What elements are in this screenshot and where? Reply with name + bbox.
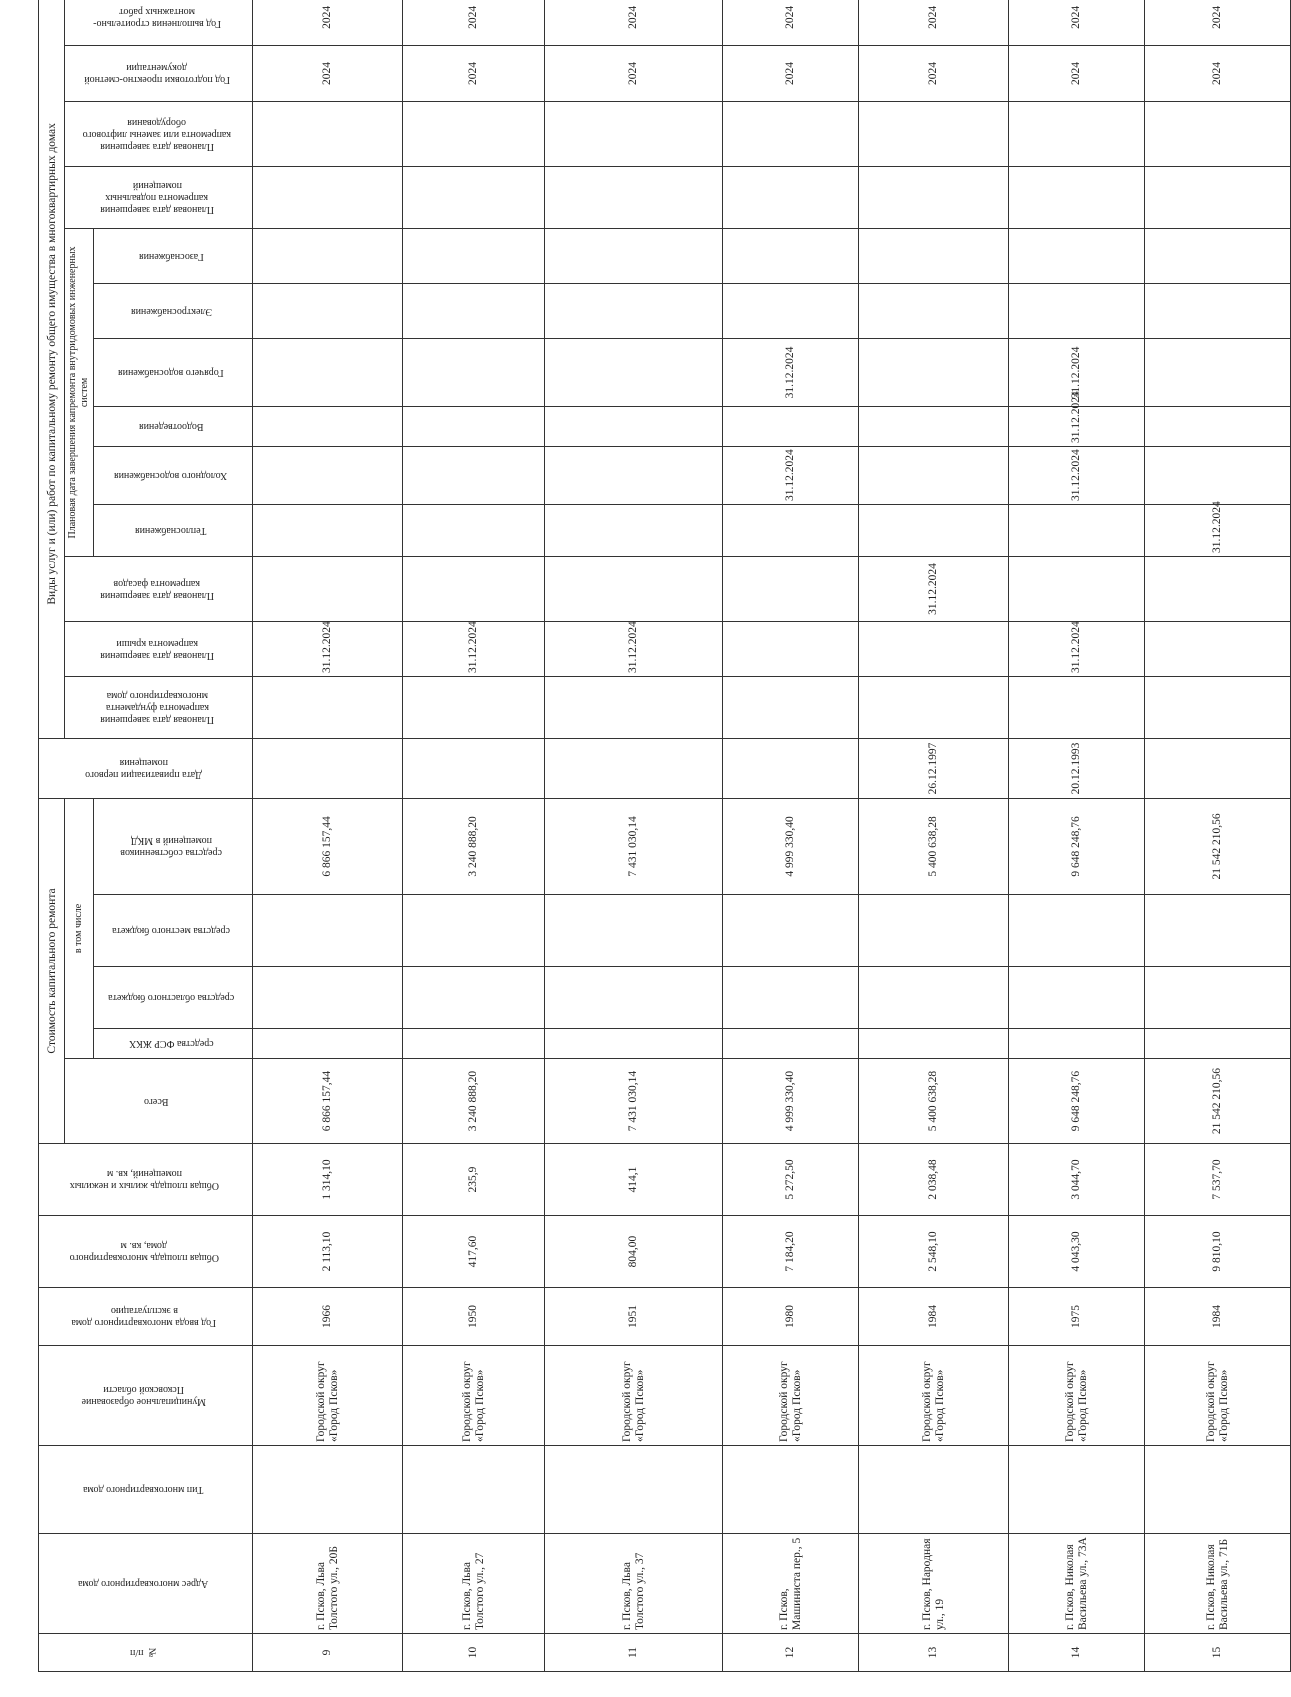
cell-local [545, 895, 723, 967]
cell-sewer [403, 406, 545, 446]
header-works-group: Виды услуг и (или) работ по капитальному ремонту общего имущества в многоквартирных домах [39, 0, 65, 738]
cell-living-area: 414,1 [545, 1144, 723, 1216]
cell-cold-water: 31.12.2024 [1009, 446, 1145, 504]
table-body [253, 0, 1291, 1672]
header-incl-group: в том числе [65, 798, 94, 1058]
cell-basement [403, 166, 545, 228]
header-privatization: Дата приватизации первого помещения [39, 738, 253, 798]
cell-municipality: Городской округ «Город Псков» [1009, 1346, 1145, 1446]
header-facade: Плановая дата завершения капремонта фасадов [65, 556, 253, 621]
cell-year-docs: 2024 [1145, 45, 1291, 101]
cell-municipality: Городской округ «Город Псков» [545, 1346, 723, 1446]
cell-local [253, 895, 403, 967]
cell-regional [1145, 967, 1291, 1029]
cell-year-built: 1950 [403, 1288, 545, 1346]
cell-total-area: 9 810,10 [1145, 1216, 1291, 1288]
cell-address: г. Псков, Народная ул., 19 [859, 1534, 1009, 1634]
cell-type [253, 1446, 403, 1534]
cell-roof [859, 621, 1009, 676]
cell-gas [403, 228, 545, 283]
cell-cold-water [545, 446, 723, 504]
cell-basement [1009, 166, 1145, 228]
cell-facade: 31.12.2024 [859, 556, 1009, 621]
header-hot-water: Горячего водоснабжения [94, 338, 253, 406]
cell-num: 15 [1145, 1634, 1291, 1672]
cell-fund [859, 1029, 1009, 1059]
cell-roof: 31.12.2024 [1009, 621, 1145, 676]
cell-privatization [723, 738, 859, 798]
header-heat: Теплоснабжения [94, 504, 253, 556]
cell-fund [1145, 1029, 1291, 1059]
cell-roof [723, 621, 859, 676]
cell-foundation [253, 676, 403, 738]
cell-heat [403, 504, 545, 556]
header-type: Тип многоквартирного дома [39, 1446, 253, 1534]
cell-total-area: 804,00 [545, 1216, 723, 1288]
cell-heat [253, 504, 403, 556]
cell-living-area: 5 272,50 [723, 1144, 859, 1216]
cell-year-docs: 2024 [1009, 45, 1145, 101]
document-page [20, 0, 1230, 1697]
cell-owners: 9 648 248,76 [1009, 798, 1145, 894]
cell-elevator [545, 101, 723, 166]
cell-fund [723, 1029, 859, 1059]
cell-basement [545, 166, 723, 228]
cell-local [403, 895, 545, 967]
cell-elevator [1009, 101, 1145, 166]
cell-sewer [723, 406, 859, 446]
header-municipality: Муниципальное образование Псковской области [39, 1346, 253, 1446]
cell-regional [1009, 967, 1145, 1029]
cell-gas [859, 228, 1009, 283]
cell-gas [1145, 228, 1291, 283]
cell-local [1145, 895, 1291, 967]
cell-year-built: 1975 [1009, 1288, 1145, 1346]
cell-facade [1145, 556, 1291, 621]
header-sewer: Водоотведения [94, 406, 253, 446]
cell-year-works: 2024 [1009, 0, 1145, 45]
header-num: № п/п [39, 1634, 253, 1672]
cell-type [1009, 1446, 1145, 1534]
cell-roof: 31.12.2024 [403, 621, 545, 676]
cell-local [1009, 895, 1145, 967]
cell-privatization [545, 738, 723, 798]
header-electric: Электроснабжения [94, 283, 253, 338]
cell-privatization [253, 738, 403, 798]
cell-elevator [253, 101, 403, 166]
cell-hot-water [403, 338, 545, 406]
cell-address: г. Псков, Льва Толстого ул., 37 [545, 1534, 723, 1634]
cell-num: 12 [723, 1634, 859, 1672]
cell-year-works: 2024 [403, 0, 545, 45]
cell-cost-total: 21 542 210,56 [1145, 1059, 1291, 1144]
cell-roof: 31.12.2024 [545, 621, 723, 676]
cell-privatization [403, 738, 545, 798]
cell-living-area: 3 044,70 [1009, 1144, 1145, 1216]
cell-living-area: 7 537,70 [1145, 1144, 1291, 1216]
cell-cold-water: 31.12.2024 [723, 446, 859, 504]
header-foundation: Плановая дата завершения капремонта фундамента многоквартирного дома [65, 676, 253, 738]
cell-sewer: 31.12.2024 [1009, 406, 1145, 446]
cell-num: 11 [545, 1634, 723, 1672]
cell-elevator [723, 101, 859, 166]
cell-year-built: 1984 [1145, 1288, 1291, 1346]
cell-sewer [859, 406, 1009, 446]
cell-basement [859, 166, 1009, 228]
cell-heat: 31.12.2024 [1145, 504, 1291, 556]
cell-electric [723, 283, 859, 338]
cell-year-docs: 2024 [723, 45, 859, 101]
header-year-built: Год ввода многоквартирного дома в эксплуатацию [39, 1288, 253, 1346]
cell-hot-water [545, 338, 723, 406]
cell-year-built: 1980 [723, 1288, 859, 1346]
header-year-works: Год выполнения строительно-монтажных работ [65, 0, 253, 45]
cell-address: г. Псков, Николая Васильева ул., 71Б [1145, 1534, 1291, 1634]
cell-regional [253, 967, 403, 1029]
cell-foundation [723, 676, 859, 738]
cell-electric [859, 283, 1009, 338]
cell-num: 14 [1009, 1634, 1145, 1672]
table-row [1145, 0, 1291, 1672]
cell-cost-total: 5 400 638,28 [859, 1059, 1009, 1144]
cell-regional [723, 967, 859, 1029]
cell-hot-water: 31.12.2024 [723, 338, 859, 406]
cell-total-area: 4 043,30 [1009, 1216, 1145, 1288]
cell-foundation [403, 676, 545, 738]
cell-year-works: 2024 [723, 0, 859, 45]
cell-heat [859, 504, 1009, 556]
cell-facade [403, 556, 545, 621]
cell-living-area: 2 038,48 [859, 1144, 1009, 1216]
cell-privatization: 20.12.1993 [1009, 738, 1145, 798]
cell-foundation [1145, 676, 1291, 738]
cell-hot-water: 31.12.2024 [1009, 338, 1145, 406]
cell-cost-total: 6 866 157,44 [253, 1059, 403, 1144]
cell-type [545, 1446, 723, 1534]
cell-type [859, 1446, 1009, 1534]
cell-sewer [545, 406, 723, 446]
cell-cold-water [403, 446, 545, 504]
cell-foundation [859, 676, 1009, 738]
cell-type [723, 1446, 859, 1534]
table-row [859, 0, 1009, 1672]
cell-address: г. Псков, Николая Васильева ул., 73А [1009, 1534, 1145, 1634]
cell-owners: 5 400 638,28 [859, 798, 1009, 894]
header-elevator: Плановая дата завершения капремонта или замены лифтового оборудования [65, 101, 253, 166]
cell-privatization: 26.12.1997 [859, 738, 1009, 798]
cell-fund [253, 1029, 403, 1059]
cell-living-area: 235,9 [403, 1144, 545, 1216]
cell-electric [545, 283, 723, 338]
header-living-area: Общая площадь жилых и нежилых помещений, кв. м [39, 1144, 253, 1216]
cell-total-area: 2 113,10 [253, 1216, 403, 1288]
cell-regional [545, 967, 723, 1029]
header-year-docs: Год подготовки проектно-сметной документации [65, 45, 253, 101]
cell-type [403, 1446, 545, 1534]
cell-elevator [1145, 101, 1291, 166]
cell-municipality: Городской округ «Город Псков» [859, 1346, 1009, 1446]
cell-facade [1009, 556, 1145, 621]
cell-type [1145, 1446, 1291, 1534]
cell-num: 10 [403, 1634, 545, 1672]
cell-sewer [1145, 406, 1291, 446]
header-systems-group: Плановая дата завершения капремонта внутридомовых инженерных систем [65, 228, 94, 556]
capital-repair-table [38, 0, 1291, 1672]
cell-hot-water [859, 338, 1009, 406]
cell-living-area: 1 314,10 [253, 1144, 403, 1216]
cell-cold-water [253, 446, 403, 504]
cell-year-works: 2024 [545, 0, 723, 45]
cell-year-docs: 2024 [253, 45, 403, 101]
header-roof: Плановая дата завершения капремонта крыши [65, 621, 253, 676]
header-regional: средства областного бюджета [94, 967, 253, 1029]
cell-municipality: Городской округ «Город Псков» [723, 1346, 859, 1446]
cell-year-docs: 2024 [859, 45, 1009, 101]
cell-hot-water [253, 338, 403, 406]
cell-total-area: 2 548,10 [859, 1216, 1009, 1288]
cell-municipality: Городской округ «Город Псков» [403, 1346, 545, 1446]
table-row [403, 0, 545, 1672]
cell-cost-total: 9 648 248,76 [1009, 1059, 1145, 1144]
cell-heat [723, 504, 859, 556]
cell-address: г. Псков, Машиниста пер., 5 [723, 1534, 859, 1634]
cell-roof: 31.12.2024 [253, 621, 403, 676]
cell-address: г. Псков, Льва Толстого ул., 27 [403, 1534, 545, 1634]
cell-regional [403, 967, 545, 1029]
cell-heat [545, 504, 723, 556]
cell-electric [1009, 283, 1145, 338]
cell-year-docs: 2024 [403, 45, 545, 101]
header-cost-total: Всего [65, 1059, 253, 1144]
cell-heat [1009, 504, 1145, 556]
cell-year-built: 1951 [545, 1288, 723, 1346]
cell-year-works: 2024 [1145, 0, 1291, 45]
cell-num: 9 [253, 1634, 403, 1672]
cell-year-built: 1966 [253, 1288, 403, 1346]
cell-electric [253, 283, 403, 338]
cell-fund [545, 1029, 723, 1059]
cell-facade [545, 556, 723, 621]
cell-gas [1009, 228, 1145, 283]
cell-electric [403, 283, 545, 338]
table-row [545, 0, 723, 1672]
cell-local [723, 895, 859, 967]
cell-total-area: 7 184,20 [723, 1216, 859, 1288]
cell-cold-water [859, 446, 1009, 504]
cell-owners: 7 431 030,14 [545, 798, 723, 894]
cell-fund [1009, 1029, 1145, 1059]
cell-basement [1145, 166, 1291, 228]
cell-elevator [403, 101, 545, 166]
header-basement: Плановая дата завершения капремонта подвальных помещений [65, 166, 253, 228]
cell-gas [253, 228, 403, 283]
cell-facade [253, 556, 403, 621]
cell-hot-water [1145, 338, 1291, 406]
cell-owners: 21 542 210,56 [1145, 798, 1291, 894]
cell-owners: 6 866 157,44 [253, 798, 403, 894]
table-row [1009, 0, 1145, 1672]
cell-municipality: Городской округ «Город Псков» [253, 1346, 403, 1446]
cell-basement [253, 166, 403, 228]
cell-municipality: Городской округ «Город Псков» [1145, 1346, 1291, 1446]
cell-roof [1145, 621, 1291, 676]
cell-local [859, 895, 1009, 967]
header-address: Адрес многоквартирного дома [39, 1534, 253, 1634]
cell-year-works: 2024 [253, 0, 403, 45]
header-total-area: Общая площадь многоквартирного дома, кв. м [39, 1216, 253, 1288]
header-owners: средства собственников помещений в МКД [94, 798, 253, 894]
cell-fund [403, 1029, 545, 1059]
cell-num: 13 [859, 1634, 1009, 1672]
cell-year-built: 1984 [859, 1288, 1009, 1346]
cell-cost-total: 7 431 030,14 [545, 1059, 723, 1144]
cell-year-docs: 2024 [545, 45, 723, 101]
cell-cost-total: 3 240 888,20 [403, 1059, 545, 1144]
cell-address: г. Псков, Льва Толстого ул., 20Б [253, 1534, 403, 1634]
cell-gas [545, 228, 723, 283]
cell-foundation [545, 676, 723, 738]
cell-privatization [1145, 738, 1291, 798]
cell-owners: 3 240 888,20 [403, 798, 545, 894]
cell-basement [723, 166, 859, 228]
cell-cost-total: 4 999 330,40 [723, 1059, 859, 1144]
cell-sewer [253, 406, 403, 446]
cell-total-area: 417,60 [403, 1216, 545, 1288]
header-cost-group: Стоимость капитального ремонта [39, 798, 65, 1143]
header-fund: средства ФСР ЖКХ [94, 1029, 253, 1059]
header-local: средства местного бюджета [94, 895, 253, 967]
cell-owners: 4 999 330,40 [723, 798, 859, 894]
cell-facade [723, 556, 859, 621]
cell-foundation [1009, 676, 1145, 738]
header-cold-water: Холодного водоснабжения [94, 446, 253, 504]
cell-electric [1145, 283, 1291, 338]
table-row [723, 0, 859, 1672]
header-gas: Газоснабжения [94, 228, 253, 283]
table-row [253, 0, 403, 1672]
cell-year-works: 2024 [859, 0, 1009, 45]
cell-gas [723, 228, 859, 283]
cell-elevator [859, 101, 1009, 166]
cell-cold-water [1145, 446, 1291, 504]
cell-regional [859, 967, 1009, 1029]
